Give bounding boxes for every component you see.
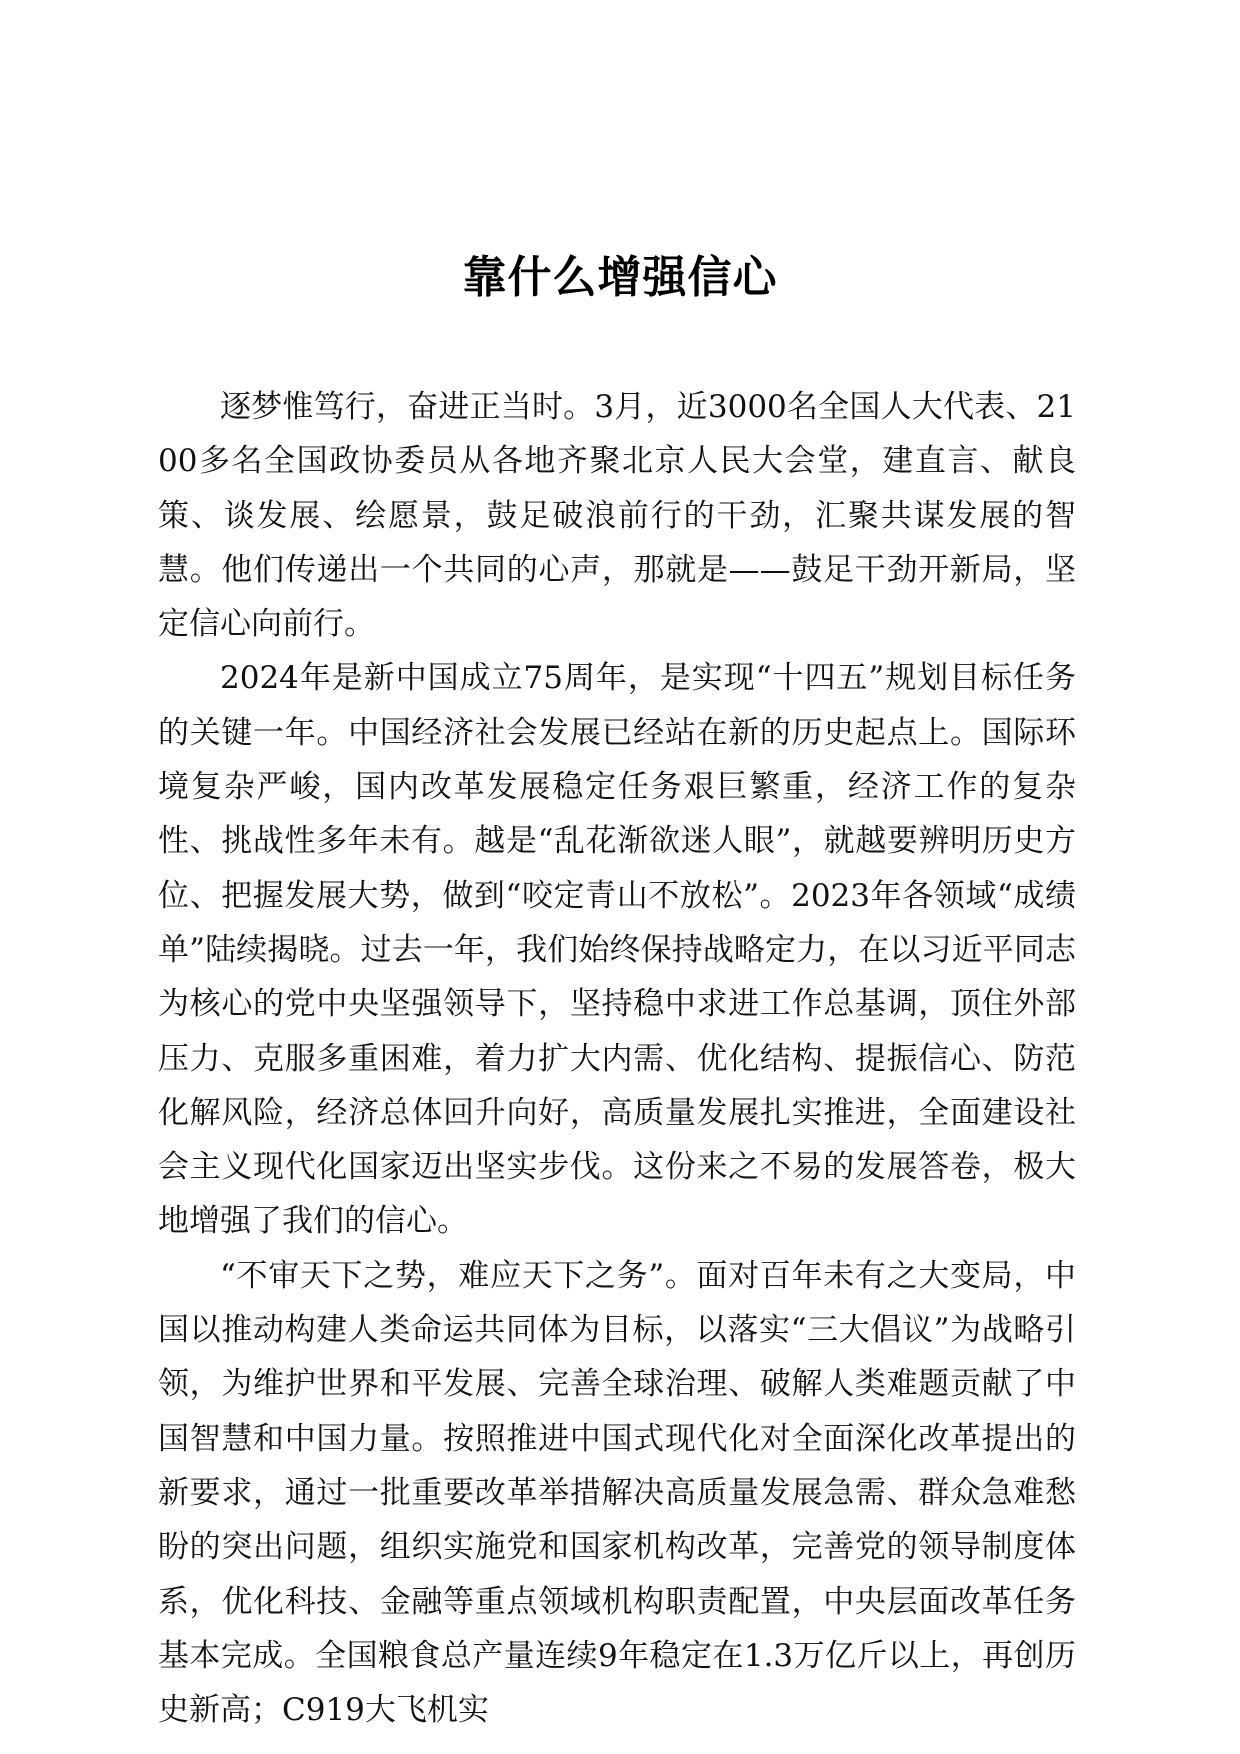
paragraph-3: “不审天下之势，难应天下之务”。面对百年未有之大变局，中国以推动构建人类命运共同体为目标，以落实“三大倡议”为战略引领，为维护世界和平发展、完善全球治理、破解人类难题贡献了中国智慧和中国力量。按照推进中国式现代化对全面深化改革提出的新要求，通过一批重要改革举措解决高质量发展急需、群众急难愁盼的突出问题，组织实施党和国家机构改革，完善党的领导制度体系，优化科技、金融等重点领域机构职责配置，中央层面改革任务基本完成。全国粮食总产量连续9年稳定在1.3万亿斤以上，再创历史新高；C919大飞机实: [158, 1257, 1076, 1729]
paragraph-1: 逐梦惟笃行，奋进正当时。3月，近3000名全国人大代表、2100多名全国政协委员从各地齐聚北京人民大会堂，建直言、献良策、谈发展、绘愿景，鼓足破浪前行的干劲，汇聚共谋发展的智慧。他们传递出一个共同的心声，那就是——鼓足干劲开新局，坚定信心向前行。: [158, 389, 1076, 643]
document-body: [158, 380, 1076, 1737]
paragraph-2: 2024年是新中国成立75周年，是实现“十四五”规划目标任务的关键一年。中国经济社会发展已经站在新的历史起点上。国际环境复杂严峻，国内改革发展稳定任务艰巨繁重，经济工作的复杂性、挑战性多年未有。越是“乱花渐欲迷人眼”，就越要辨明历史方位、把握发展大势，做到“咬定青山不放松”。2023年各领域“成绩单”陆续揭晓。过去一年，我们始终保持战略定力，在以习近平同志为核心的党中央坚强领导下，坚持稳中求进工作总基调，顶住外部压力、克服多重困难，着力扩大内需、优化结构、提振信心、防范化解风险，经济总体回升向好，高质量发展扎实推进，全面建设社会主义现代化国家迈出坚实步伐。这份来之不易的发展答卷，极大地增强了我们的信心。: [158, 660, 1076, 1240]
document-title: 靠什么增强信心: [462, 252, 778, 303]
